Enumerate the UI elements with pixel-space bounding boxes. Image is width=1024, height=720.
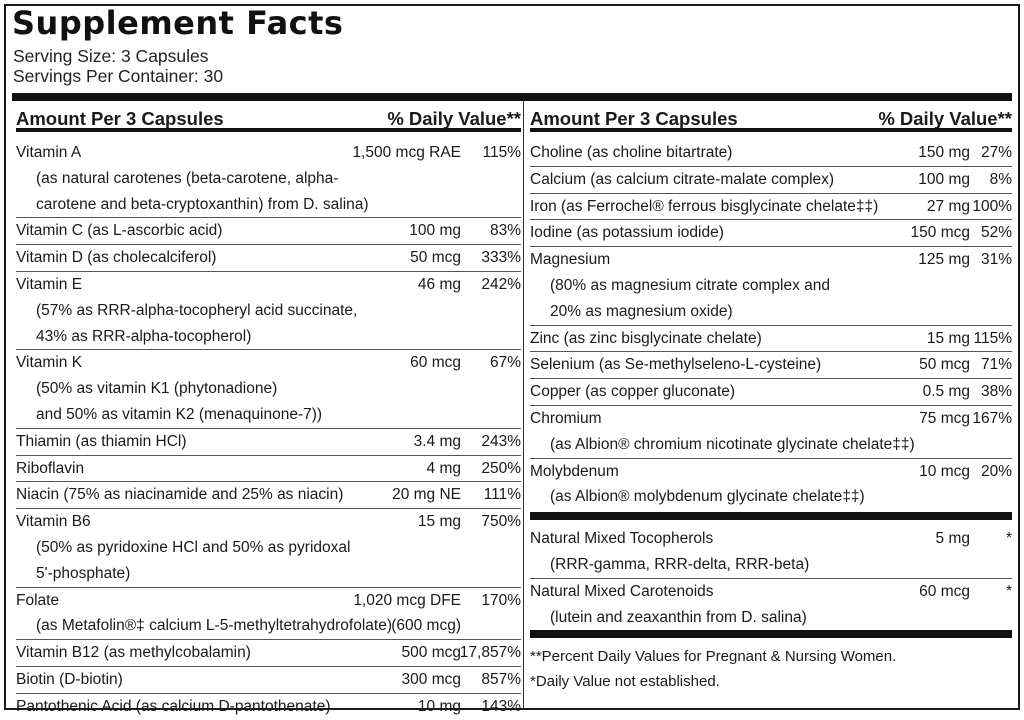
nutrient-row [16,245,521,272]
nutrient-daily-value: 27% [980,144,1012,161]
nutrient-name: Selenium (as Se-methylseleno-L-cysteine) [530,356,822,374]
other-ingredients-list [530,526,1012,630]
nutrient-line [530,326,1012,352]
nutrient-amount: 100 mg [409,222,461,240]
nutrient-source: (80% as magnesium citrate complex and [550,276,830,294]
nutrient-amount: 5 mg [935,530,970,548]
nutrient-name: Choline (as choline bitartrate) [530,144,733,161]
nutrient-detail-line [530,605,1012,631]
nutrient-row [16,640,521,667]
nutrient-daily-value: 143% [481,697,521,715]
nutrient-line [16,350,521,376]
nutrient-daily-value: 243% [481,432,521,450]
nutrient-row [530,326,1012,353]
footnote-dv: **Percent Daily Values for Pregnant & Nursing Women. [530,648,897,666]
nutrient-line [16,245,521,271]
nutrient-line [16,218,521,244]
nutrient-name: Vitamin A [16,144,82,161]
top-rule [12,93,1012,101]
nutrient-name: Molybdenum [530,462,619,480]
nutrient-row [16,588,521,641]
nutrient-source: 20% as magnesium oxide) [550,302,733,320]
nutrient-amount: 50 mcg [919,356,970,374]
nutrient-detail-line [530,552,1012,578]
nutrient-row [16,272,521,350]
right-header [530,104,1012,132]
nutrient-amount: 15 mg [417,513,461,531]
nutrient-row [530,194,1012,221]
nutrient-row [16,140,521,218]
nutrient-row [16,482,521,509]
nutrient-source: 5'-phosphate) [36,564,131,582]
nutrient-detail-line [16,561,521,587]
nutrient-line [530,379,1012,405]
nutrient-line [530,406,1012,432]
daily-value-header: % Daily Value** [878,108,1012,129]
nutrient-amount: 100 mg [918,170,970,188]
nutrient-row [530,247,1012,325]
amount-header: Amount Per 3 Capsules [16,108,224,129]
nutrient-name: Vitamin D (as cholecalciferol) [16,249,217,267]
nutrient-row [16,218,521,245]
nutrient-name: Vitamin E [16,275,83,293]
nutrient-daily-value: 250% [481,459,521,477]
nutrient-row [530,406,1012,459]
nutrient-name: Natural Mixed Carotenoids [530,582,714,600]
nutrient-detail-line [16,402,521,428]
nutrient-name: Iodine (as potassium iodide) [530,224,724,242]
nutrient-name: Vitamin C (as L-ascorbic acid) [16,222,223,240]
nutrient-source: (57% as RRR-alpha-tocopheryl acid succinate, [36,301,358,319]
nutrient-source: (as Metafolin®‡ calcium L-5-methyltetrahydrofolate) [36,617,393,635]
nutrient-daily-value: * [1005,530,1012,548]
section-rule [530,512,1012,520]
nutrient-line [16,482,521,508]
nutrient-name: Natural Mixed Tocopherols [530,530,714,548]
nutrient-amount: 15 mg [926,329,970,347]
nutrient-row [530,167,1012,194]
nutrient-line [530,220,1012,246]
nutrient-source: (as Albion® molybdenum glycinate chelate‡‡) [550,488,865,506]
nutrient-line [530,167,1012,193]
nutrient-row [530,220,1012,247]
daily-value-header: % Daily Value** [387,108,521,129]
nutrient-row [16,429,521,456]
nutrient-daily-value: 52% [980,224,1012,242]
nutrient-amount: 46 mg [417,275,461,293]
nutrient-row [530,459,1012,511]
nutrient-name: Magnesium [530,251,611,269]
nutrient-amount: 60 mcg [919,582,970,600]
nutrient-daily-value: 115% [482,144,521,161]
nutrient-line [16,272,521,298]
footnotes [530,644,1012,694]
nutrient-name: Folate [16,591,60,609]
nutrient-name: Calcium (as calcium citrate-malate complex) [530,170,835,188]
nutrient-name: Thiamin (as thiamin HCl) [16,432,187,450]
nutrient-line [530,352,1012,378]
nutrient-row [16,667,521,694]
nutrient-amount: 75 mcg [919,409,970,427]
nutrient-daily-value: 8% [989,170,1012,188]
nutrient-line [530,526,1012,552]
nutrient-name: Iron (as Ferrochel® ferrous bisglycinate chelate‡‡) [530,197,879,215]
nutrient-line [530,459,1012,485]
nutrient-daily-value: 242% [481,275,521,293]
nutrient-detail-line [16,298,521,324]
serving-info [13,46,223,86]
nutrient-detail-line [530,484,1012,510]
nutrient-detail-line [16,192,521,218]
column-divider [523,101,524,708]
nutrient-amount: 300 mcg [401,670,461,688]
nutrient-name: Vitamin K [16,354,83,372]
footnote-not-established: *Daily Value not established. [530,673,720,691]
nutrient-detail-line [16,613,521,639]
nutrient-amount: 1,500 mcg RAE [352,144,461,161]
nutrient-amount: 150 mg [918,144,970,161]
nutrient-line [530,140,1012,166]
nutrient-daily-value: 67% [489,354,521,372]
nutrient-name: Riboflavin [16,459,85,477]
nutrient-line [16,588,521,614]
nutrient-daily-value: 38% [980,383,1012,401]
nutrient-sub-amount: (600 mcg) [391,617,461,635]
nutrient-amount: 125 mg [918,251,970,269]
nutrient-row [530,352,1012,379]
nutrient-daily-value: 115% [973,329,1012,347]
nutrient-name: Biotin (D-biotin) [16,670,123,688]
nutrient-source: carotene and beta-cryptoxanthin) from D. salina) [36,195,369,213]
nutrient-row [530,526,1012,579]
nutrient-daily-value: 17,857% [459,644,521,662]
nutrient-row [16,456,521,483]
right-column [530,104,1012,694]
nutrient-amount: 27 mg [926,197,970,215]
nutrient-daily-value: 83% [489,222,521,240]
nutrient-detail-line [16,376,521,402]
nutrient-amount: 50 mcg [410,249,461,267]
nutrient-daily-value: 100% [972,197,1012,215]
nutrient-detail-line [16,166,521,192]
nutrient-row [16,694,521,720]
nutrient-line [16,140,521,166]
nutrient-line [16,667,521,693]
nutrient-name: Chromium [530,409,602,427]
nutrient-daily-value: 857% [481,670,521,688]
nutrient-line [16,694,521,720]
nutrient-name: Pantothenic Acid (as calcium D-pantothenate) [16,697,331,715]
nutrient-name: Copper (as copper gluconate) [530,383,736,401]
nutrient-detail-line [530,432,1012,458]
nutrient-daily-value: 111% [483,486,521,504]
nutrient-amount: 10 mg [417,697,461,715]
nutrient-source: (50% as vitamin K1 (phytonadione) [36,380,278,398]
nutrient-row [530,579,1012,631]
section-rule [530,630,1012,638]
supplement-facts-panel [4,4,1020,715]
nutrient-daily-value: 71% [980,356,1012,374]
right-nutrient-list [530,140,1012,510]
nutrient-amount: 500 mcg [401,644,461,662]
nutrient-row [16,350,521,428]
panel-title: Supplement Facts [12,4,344,42]
nutrient-amount: 3.4 mg [413,432,461,450]
nutrient-daily-value: 20% [980,462,1012,480]
nutrient-daily-value: * [1005,582,1012,600]
nutrient-line [16,429,521,455]
nutrient-line [16,640,521,666]
nutrient-amount: 0.5 mg [922,383,970,401]
nutrient-source: and 50% as vitamin K2 (menaquinone-7)) [36,405,323,423]
nutrient-line [530,579,1012,605]
amount-header: Amount Per 3 Capsules [530,108,738,129]
nutrient-line [16,456,521,482]
servings-per-container: Servings Per Container: 30 [13,66,224,86]
nutrient-name: Vitamin B6 [16,513,91,531]
nutrient-name: Vitamin B12 (as methylcobalamin) [16,644,251,662]
nutrient-daily-value: 750% [481,513,521,531]
nutrient-amount: 4 mg [426,459,461,477]
nutrient-line [530,247,1012,273]
nutrient-source: 43% as RRR-alpha-tocopherol) [36,327,252,345]
nutrient-name: Zinc (as zinc bisglycinate chelate) [530,329,762,347]
nutrient-line [16,509,521,535]
nutrient-detail-line [530,273,1012,299]
nutrient-row [530,140,1012,167]
nutrient-amount: 10 mcg [919,462,970,480]
nutrient-source: (as natural carotenes (beta-carotene, alpha- [36,169,339,187]
nutrient-amount: 150 mcg [910,224,970,242]
nutrient-row [530,379,1012,406]
nutrient-source: (lutein and zeaxanthin from D. salina) [550,608,807,626]
nutrient-daily-value: 167% [972,409,1012,427]
nutrient-daily-value: 333% [481,249,521,267]
nutrient-line [530,194,1012,220]
nutrient-source: (RRR-gamma, RRR-delta, RRR-beta) [550,555,810,573]
nutrient-daily-value: 31% [980,251,1012,269]
nutrient-source: (50% as pyridoxine HCl and 50% as pyridoxal [36,538,351,556]
nutrient-detail-line [16,324,521,350]
nutrient-row [16,509,521,587]
nutrient-daily-value: 170% [481,591,521,609]
nutrient-amount: 1,020 mcg DFE [353,591,461,609]
nutrient-amount: 20 mg NE [392,486,461,504]
nutrient-detail-line [530,299,1012,325]
nutrient-source: (as Albion® chromium nicotinate glycinate chelate‡‡) [550,435,915,453]
left-column [16,104,521,720]
left-nutrient-list [16,140,521,720]
nutrient-detail-line [16,535,521,561]
nutrient-name: Niacin (75% as niacinamide and 25% as niacin) [16,486,344,504]
nutrient-amount: 60 mcg [410,354,461,372]
left-header [16,104,521,132]
serving-size: Serving Size: 3 Capsules [13,46,209,66]
